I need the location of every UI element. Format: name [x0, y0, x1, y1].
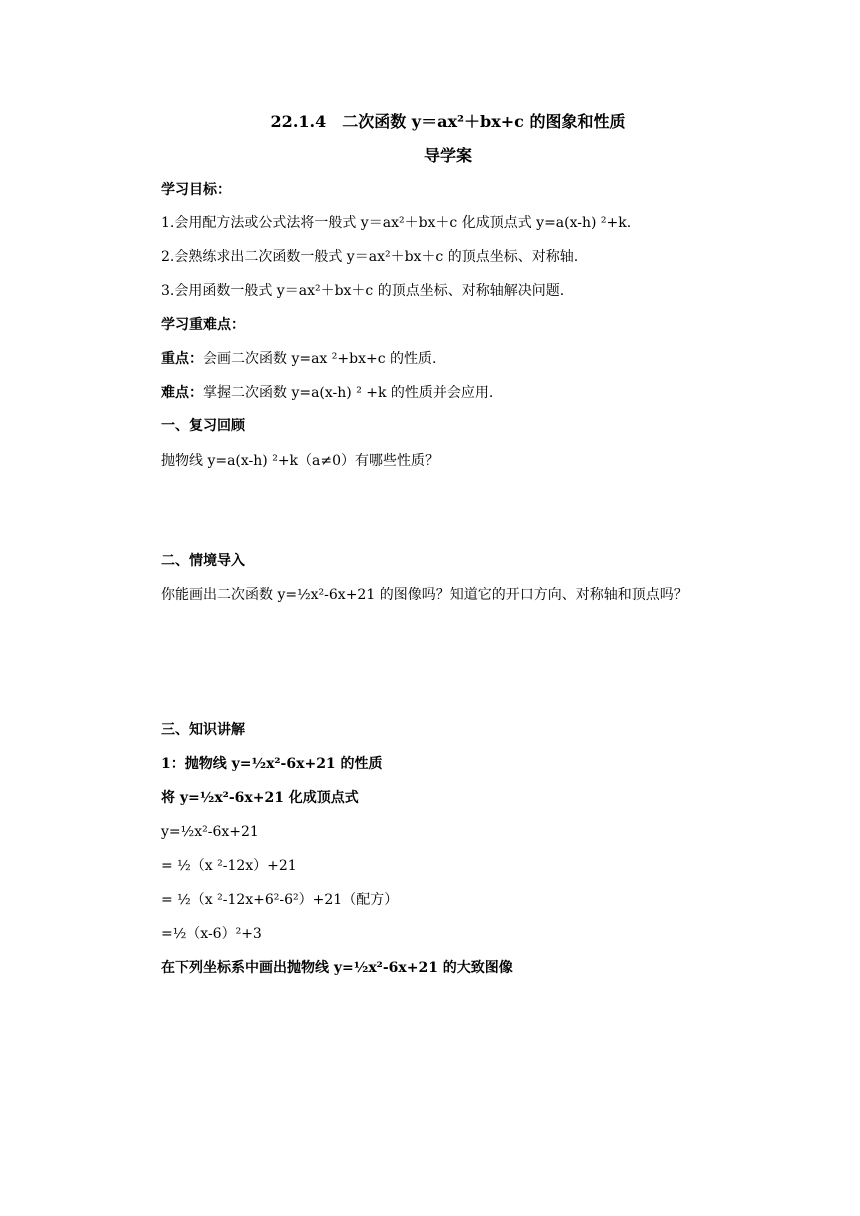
- section3-subheading-2: 将 y=½x²-6x+21 化成顶点式: [161, 790, 359, 806]
- section3-task: 在下列坐标系中画出抛物线 y=½x²-6x+21 的大致图像: [161, 960, 513, 976]
- page-subtitle: 导学案: [423, 146, 472, 165]
- derivation-step-4: =½（x-6）²+3: [161, 926, 262, 942]
- objective-item-1: 1.会用配方法或公式法将一般式 y＝ax²＋bx＋c 化成顶点式 y=a(x-h) ²+k.: [161, 215, 632, 231]
- focus-line: [161, 349, 436, 369]
- key-points-heading: 学习重难点：: [161, 317, 245, 333]
- focus-text: 会画二次函数 y=ax ²+bx+c 的性质.: [203, 351, 437, 367]
- difficulty-label: 难点：: [161, 385, 203, 401]
- objectives-heading: 学习目标：: [161, 182, 231, 198]
- objective-item-3: 3.会用函数一般式 y＝ax²＋bx＋c 的顶点坐标、对称轴解决问题.: [161, 283, 565, 299]
- derivation-step-3: = ½（x ²-12x+6²-6²）+21（配方）: [161, 892, 399, 908]
- section1-question: 抛物线 y=a(x-h) ²+k（a≠0）有哪些性质？: [161, 453, 440, 469]
- difficulty-text: 掌握二次函数 y=a(x-h) ² +k 的性质并会应用.: [203, 385, 494, 401]
- objective-item-2: 2.会熟练求出二次函数一般式 y＝ax²＋bx＋c 的顶点坐标、对称轴.: [161, 249, 579, 265]
- focus-label: 重点：: [161, 351, 203, 367]
- derivation-step-1: y=½x²-6x+21: [161, 824, 259, 840]
- section2-heading: 二、情境导入: [161, 553, 245, 569]
- derivation-step-2: = ½（x ²-12x）+21: [161, 858, 297, 874]
- section2-question: 你能画出二次函数 y=½x²-6x+21 的图像吗？知道它的开口方向、对称轴和顶点吗？: [161, 587, 688, 603]
- section1-heading: 一、复习回顾: [161, 418, 245, 434]
- section3-subheading-1: 1：抛物线 y=½x²-6x+21 的性质: [161, 756, 383, 772]
- section3-heading: 三、知识讲解: [161, 722, 245, 738]
- difficulty-line: [161, 383, 493, 403]
- page-title: 22.1.4 二次函数 y＝ax²＋bx+c 的图象和性质: [270, 112, 626, 131]
